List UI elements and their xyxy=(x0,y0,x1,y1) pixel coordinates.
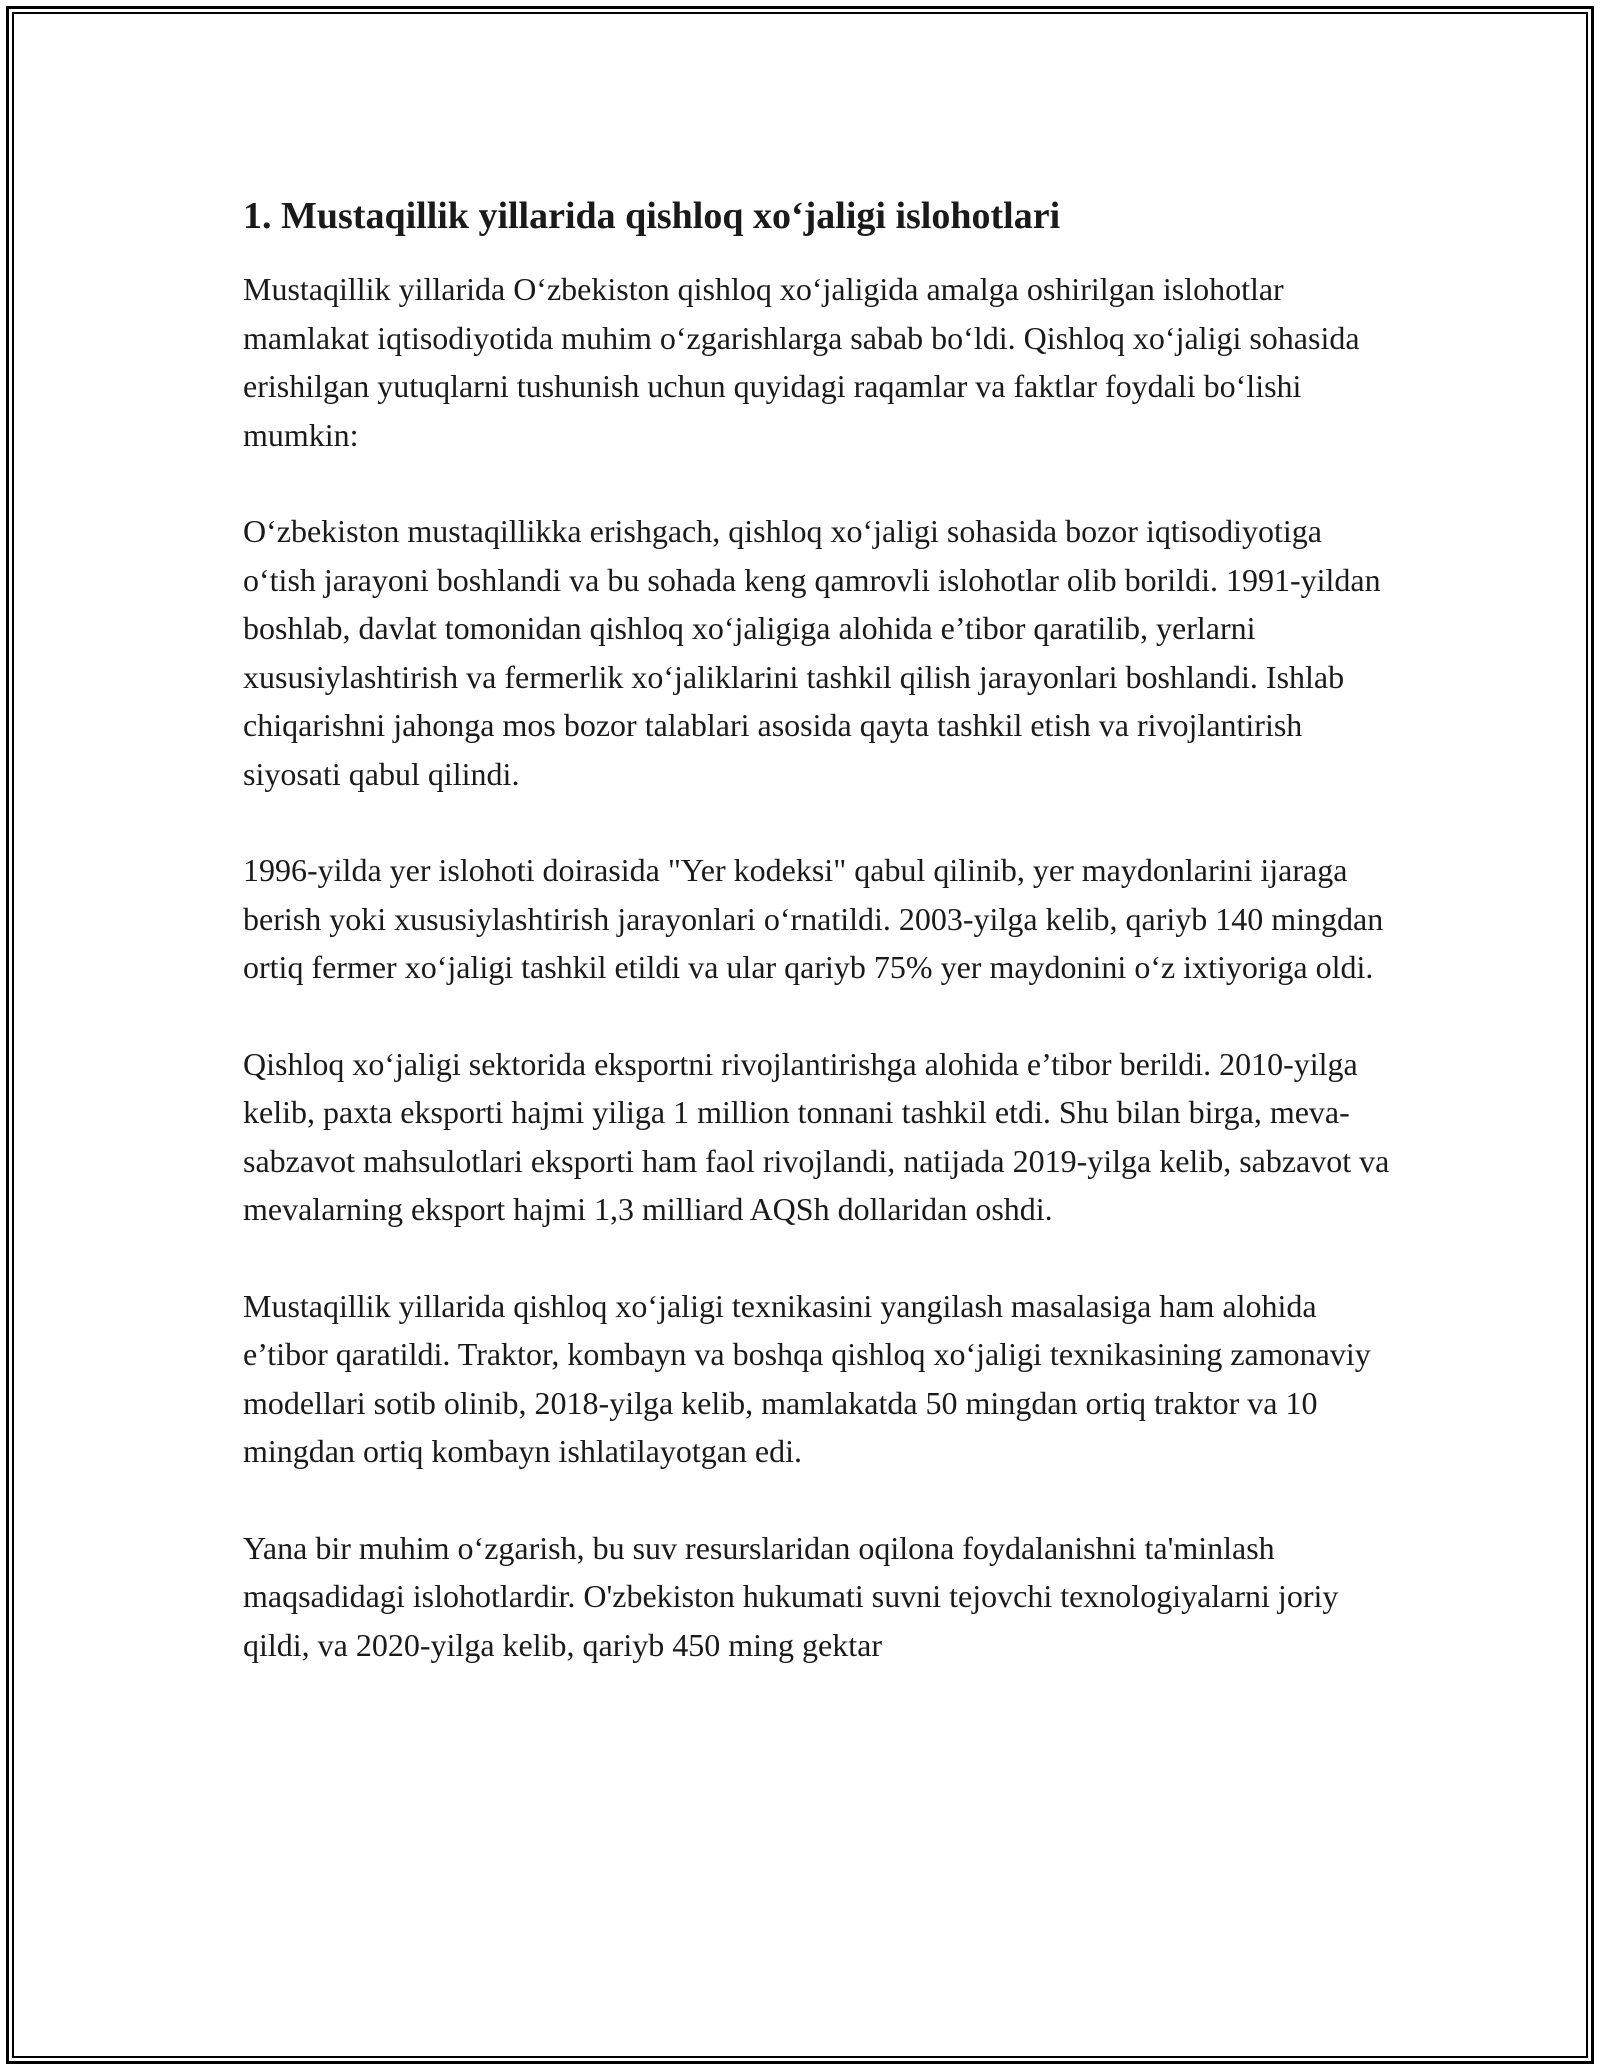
paragraph-market-transition: O‘zbekiston mustaqillikka erishgach, qishloq xo‘jaligi sohasida bozor iqtisodiyotiga o‘tish jarayoni boshlandi va bu sohada keng qamrovli islohotlar olib borildi. 1991-yildan boshlab, davlat tomonidan qishloq xo‘jaligiga alohida e’tibor qaratilib, yerlarni xususiylashtirish va fermerlik xo‘jaliklarini tashkil qilish jarayonlari boshlandi. Ishlab chiqarishni jahonga mos bozor talablari asosida qayta tashkil etish va rivojlantirish siyosati qabul qilindi. xyxy=(243,513,1381,792)
paragraph-water-resources: Yana bir muhim o‘zgarish, bu suv resurslaridan oqilona foydalanishni ta'minlash maqsadidagi islohotlardir. O'zbekiston hukumati suvni tejovchi texnologiyalarni joriy qildi, va 2020-yilga kelib, qariyb 450 ming gektar xyxy=(243,1529,1339,1663)
page-title: 1. Mustaqillik yillarida qishloq xo‘jaligi islohotlari xyxy=(243,195,1061,237)
page-frame-inner-border xyxy=(12,12,1588,2058)
paragraph-land-reform: 1996-yilda yer islohoti doirasida "Yer kodeksi" qabul qilinib, yer maydonlarini ijaraga berish yoki xususiylashtirish jarayonlari o‘rnatildi. 2003-yilga kelib, qariyb 140 mingdan ortiq fermer xo‘jaligi tashkil etildi va ular qariyb 75% yer maydonini o‘z ixtiyoriga oldi. xyxy=(243,852,1384,986)
page-frame xyxy=(6,6,1594,2064)
paragraph-export: Qishloq xo‘jaligi sektorida eksportni rivojlantirishga alohida e’tibor berildi. 2010-yilga kelib, paxta eksporti hajmi yiliga 1 million tonnani tashkil etdi. Shu bilan birga, meva-sabzavot mahsulotlari eksporti ham faol rivojlandi, natijada 2019-yilga kelib, sabzavot va mevalarning eksport hajmi 1,3 milliard AQSh dollaridan oshdi. xyxy=(243,1045,1390,1228)
paragraph-intro: Mustaqillik yillarida O‘zbekiston qishloq xo‘jaligida amalga oshirilgan islohotlar mamlakat iqtisodiyotida muhim o‘zgarishlarga sabab bo‘ldi. Qishloq xo‘jaligi sohasida erishilgan yutuqlarni tushunish uchun quyidagi raqamlar va faktlar foydali bo‘lishi mumkin: xyxy=(243,271,1360,453)
document-body xyxy=(243,192,1393,1717)
paragraph-machinery: Mustaqillik yillarida qishloq xo‘jaligi texnikasini yangilash masalasiga ham alohida e’tibor qaratildi. Traktor, kombayn va boshqa qishloq xo‘jaligi texnikasining zamonaviy modellari sotib olinib, 2018-yilga kelib, mamlakatda 50 mingdan ortiq traktor va 10 mingdan ortiq kombayn ishlatilayotgan edi. xyxy=(243,1287,1371,1470)
